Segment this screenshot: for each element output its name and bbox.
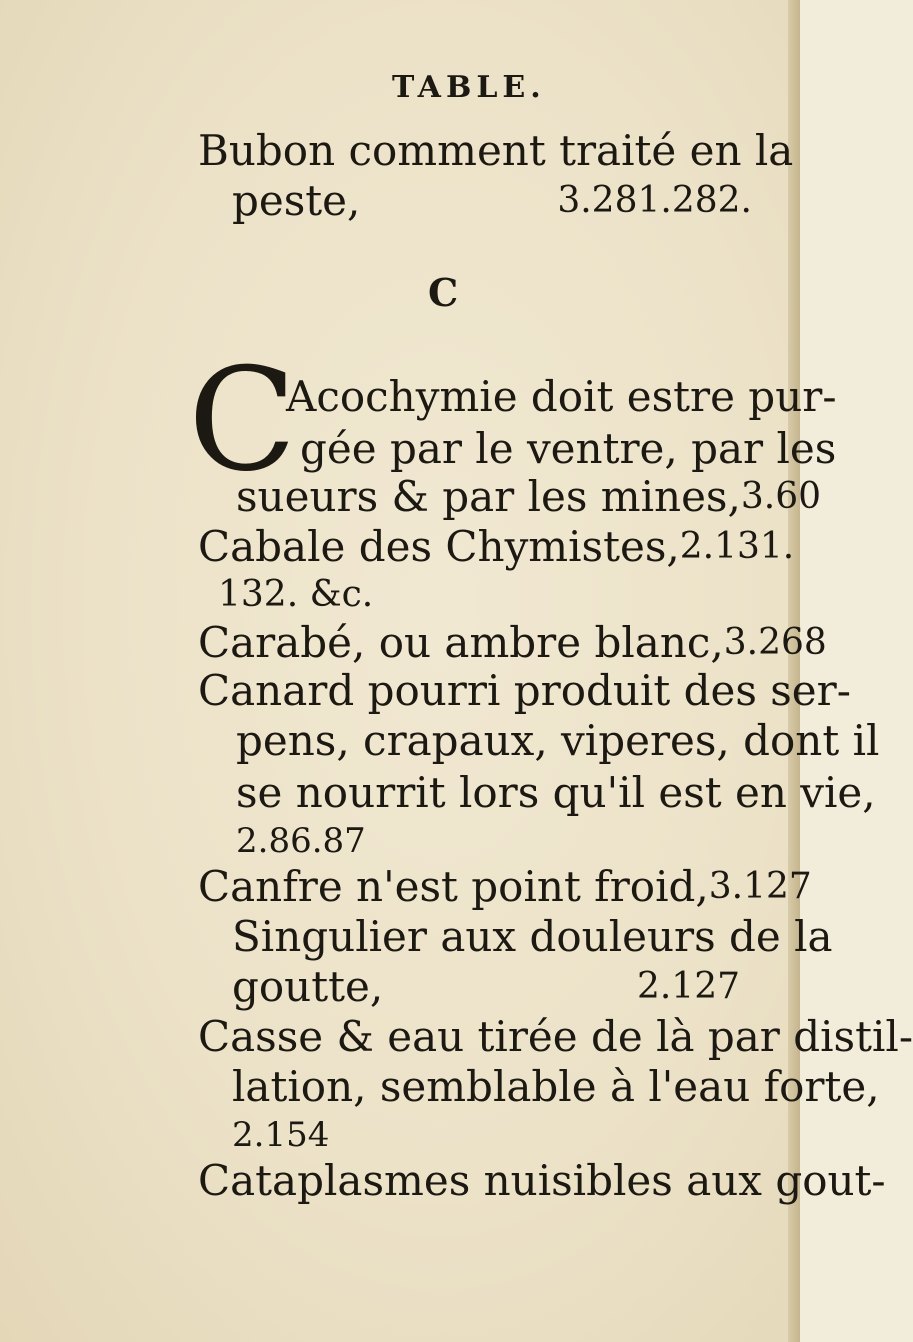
page-reference: 3.127 (708, 866, 812, 907)
entry-line: lation, semblable à l'eau forte, (232, 1062, 880, 1111)
page-reference: 3.268 (723, 622, 827, 663)
entry-line: se nourrit lors qu'il est en vie, (236, 768, 876, 817)
entry-line (232, 962, 740, 1012)
entry-line: 2.154 (232, 1115, 330, 1155)
entry-line: Bubon comment traité en la (198, 126, 794, 175)
entry-line: Acochymie doit estre pur- (286, 372, 837, 421)
entry-line (236, 472, 821, 522)
entry-line: gée par le ventre, par les (300, 424, 837, 473)
page-reference: 3.60 (740, 476, 821, 517)
section-letter: C (428, 270, 459, 315)
page-reference: 3.281.282. (557, 180, 752, 221)
entry-text: sueurs & par les mines, (236, 472, 741, 521)
entry-text: Cabale des Chymistes, (198, 522, 680, 571)
entry-line (198, 522, 795, 572)
entry-line: Cataplasmes nuisibles aux gout- (198, 1156, 886, 1205)
entry-text: peste, (232, 176, 361, 225)
entry-line (232, 176, 752, 226)
entry-line: Casse & eau tirée de là par distil- (198, 1012, 913, 1061)
drop-cap: C (188, 338, 297, 503)
entry-line: 132. &c. (218, 574, 374, 615)
entry-line (198, 862, 812, 912)
entry-line: Canard pourri produit des ser- (198, 666, 851, 715)
entry-text: Carabé, ou ambre blanc, (198, 618, 724, 667)
page-reference: 2.127 (636, 966, 740, 1007)
entry-line (198, 618, 827, 668)
entry-line: 2.86.87 (236, 821, 366, 861)
entry-text: goutte, (232, 962, 384, 1011)
page-reference: 2.131. (679, 526, 795, 567)
running-head: TABLE. (392, 70, 546, 105)
entry-line: Singulier aux douleurs de la (232, 912, 833, 961)
entry-text: Canfre n'est point froid, (198, 862, 709, 911)
entry-line: pens, crapaux, viperes, dont il (236, 716, 880, 765)
